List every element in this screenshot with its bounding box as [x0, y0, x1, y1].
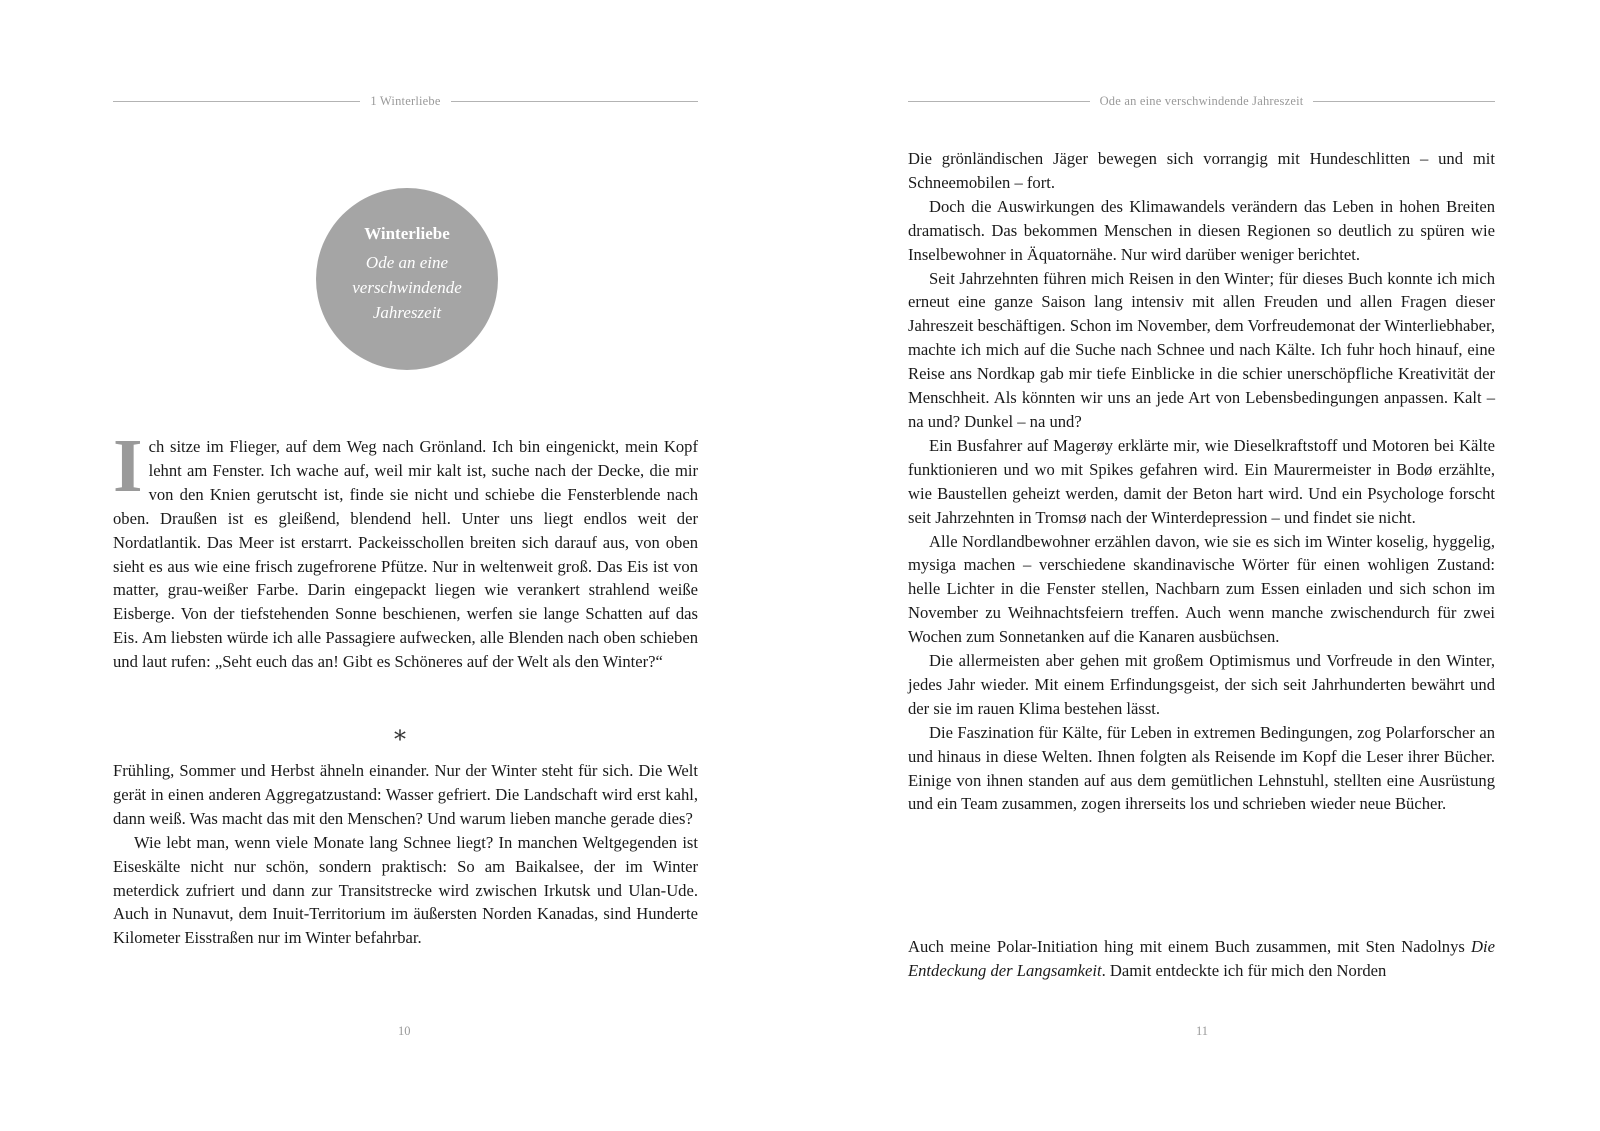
running-head-rule [1313, 101, 1495, 102]
running-head-right [908, 92, 1495, 110]
chapter-badge-subtitle-line: verschwindende [352, 278, 462, 297]
final-text [908, 935, 1495, 983]
asterism-divider: ⁎ [394, 720, 406, 746]
chapter-badge-subtitle-line: Ode an eine [365, 253, 449, 272]
page-number-right: 11 [1196, 1024, 1209, 1038]
paragraph: Frühling, Sommer und Herbst ähneln einander. Nur der Winter steht für sich. Die Welt gerät in einen anderen Aggregatzustand: Wasser gefriert. Die Landschaft wird erst kahl, dann weiß. Was macht das mit den Menschen? Und warum lieben manche gerade dies? [113, 761, 698, 828]
section-text [113, 759, 698, 950]
paragraph: Die allermeisten aber gehen mit großem Optimismus und Vorfreude in den Winter, jedes Jahr wieder. Mit einem Erfindungsgeist, der sich seit Jahrhunderten bewährt und der sie im rauen Klima bestehen lässt. [908, 651, 1495, 718]
chapter-badge-subtitle-line: Jahreszeit [372, 303, 442, 322]
opening-paragraph [113, 424, 698, 674]
paragraph: Die grönländischen Jäger bewegen sich vorrangig mit Hundeschlitten – und mit Schneemobilen – fort. [908, 149, 1495, 192]
drop-cap: I [113, 424, 143, 508]
running-head-left [113, 92, 698, 110]
paragraph: Doch die Auswirkungen des Klimawandels verändern das Leben in hohen Breiten dramatisch. Das bekommen Menschen in diesen Regionen so deutlich zu spüren wie Inselbewohner in Äquatornähe. Nur wird darüber weniger berichtet. [908, 196, 1495, 264]
paragraph: Alle Nordlandbewohner erzählen davon, wie sie es sich im Winter koselig, hyggelig, mysiga machen – verschiedene skandinavische Wörter für einen wohligen Zustand: helle Lichter in die Fenster stellen, Nachbarn zum Essen einladen und sich schon im November zu Weihnachtsfeiern treffen. Auch wenn manche zwischendurch für zwei Wochen zum Sonnetanken auf die Kanaren ausbüchsen. [908, 531, 1495, 647]
paragraph: Wie lebt man, wenn viele Monate lang Schnee liegt? In manchen Weltgegenden ist Eiseskälte nicht nur schön, sondern praktisch: So am Baikalsee, der im Winter meterdick zufriert und dann zur Transitstrecke wird zwischen Irkutsk und Ulan-Ude. Auch in Nunavut, dem Inuit-Territorium im äußersten Norden Kanadas, sind Hunderte Kilometer Eisstraßen nur im Winter befahrbar. [113, 832, 698, 948]
opening-paragraph-text: ch sitze im Flieger, auf dem Weg nach Grönland. Ich bin eingenickt, mein Kopf lehnt am Fenster. Ich wache auf, weil mir kalt ist, suche nach der Decke, die mir von den Knien gerutscht ist, finde sie nicht und schiebe die Fensterblende nach oben. Draußen ist es gleißend, blendend hell. Unter uns liegt endlos weit der Nordatlantik. Das Meer ist erstarrt. Packeisschollen breiten sich darauf aus, von oben sieht es aus wie eine frisch zugefrorene Pfütze. Nur in weltenweit groß. Das Eis ist von matter, grau-weißer Farbe. Darin eingepackt liegen wie verankert strahlend weiße Eisberge. Von der tiefstehenden Sonne beschienen, werfen sie lange Schatten auf das Eis. Am liebsten würde ich alle Passagiere aufwecken, alle Blenden nach oben schieben und laut rufen: „Seht euch das an! Gibt es Schöneres auf der Welt als den Winter?“ [113, 437, 698, 672]
final-paragraph [908, 935, 1495, 983]
book-title: Die Entdeckung der Langsamkeit [908, 937, 1495, 980]
paragraph: Seit Jahrzehnten führen mich Reisen in den Winter; für dieses Buch konnte ich mich erneut eine ganze Saison lang intensiv mit allen Freuden und allen Fragen dieser Jahreszeit beschäftigen. Schon im November, dem Vorfreudemonat der Winterliebhaber, machte ich mich auf die Suche nach Schnee und nach Kälte. Ich fuhr hoch hinauf, eine Reise ans Nordkap gab mir tiefe Einblicke in die schier unerschöpfliche Kreativität der Menschheit. Als könnten wir uns an jede Art von Lebensbedingungen anpassen. Kalt – na und? Dunkel – na und? [908, 268, 1495, 431]
page-number-left: 10 [398, 1024, 411, 1038]
right-page [800, 0, 1600, 1131]
running-head-rule [908, 101, 1090, 102]
running-head-rule [451, 101, 698, 102]
running-head-rule [113, 101, 360, 102]
body-text [908, 147, 1495, 816]
chapter-badge-title: Winterliebe [364, 224, 450, 243]
chapter-badge [316, 188, 498, 370]
paragraph: Die Faszination für Kälte, für Leben in extremen Bedingungen, zog Polarforscher an und hinaus in diese Welten. Ihnen folgten als Reisende im Kopf die Leser ihrer Bücher. Einige von ihnen standen auf aus dem gemütlichen Lehnstuhl, stellten eine Ausrüstung und ein Team zusammen, zogen ihrerseits los und schrieben wieder neue Bücher. [908, 722, 1495, 814]
running-head-text: 1 Winterliebe [370, 93, 441, 108]
opening-text [113, 424, 698, 674]
paragraph: Ein Busfahrer auf Magerøy erklärte mir, wie Dieselkraftstoff und Motoren bei Kälte funktionieren und wo mit Spikes gefahren wird. Ein Maurermeister in Bodø erzählte, wie Baustellen geheizt werden, damit der Beton hart wird. Und ein Psychologe forscht seit Jahrzehnten in Tromsø nach der Winterdepression – und findet sie nicht. [908, 435, 1495, 527]
running-head-text: Ode an eine verschwindende Jahreszeit [1099, 93, 1304, 108]
chapter-badge-subtitle [316, 250, 498, 325]
final-paragraph-before: Auch meine Polar-Initiation hing mit einem Buch zusammen, mit Sten Nadolnys [908, 937, 1472, 956]
final-paragraph-after: . Damit entdeckte ich für mich den Norden [1101, 960, 1387, 980]
